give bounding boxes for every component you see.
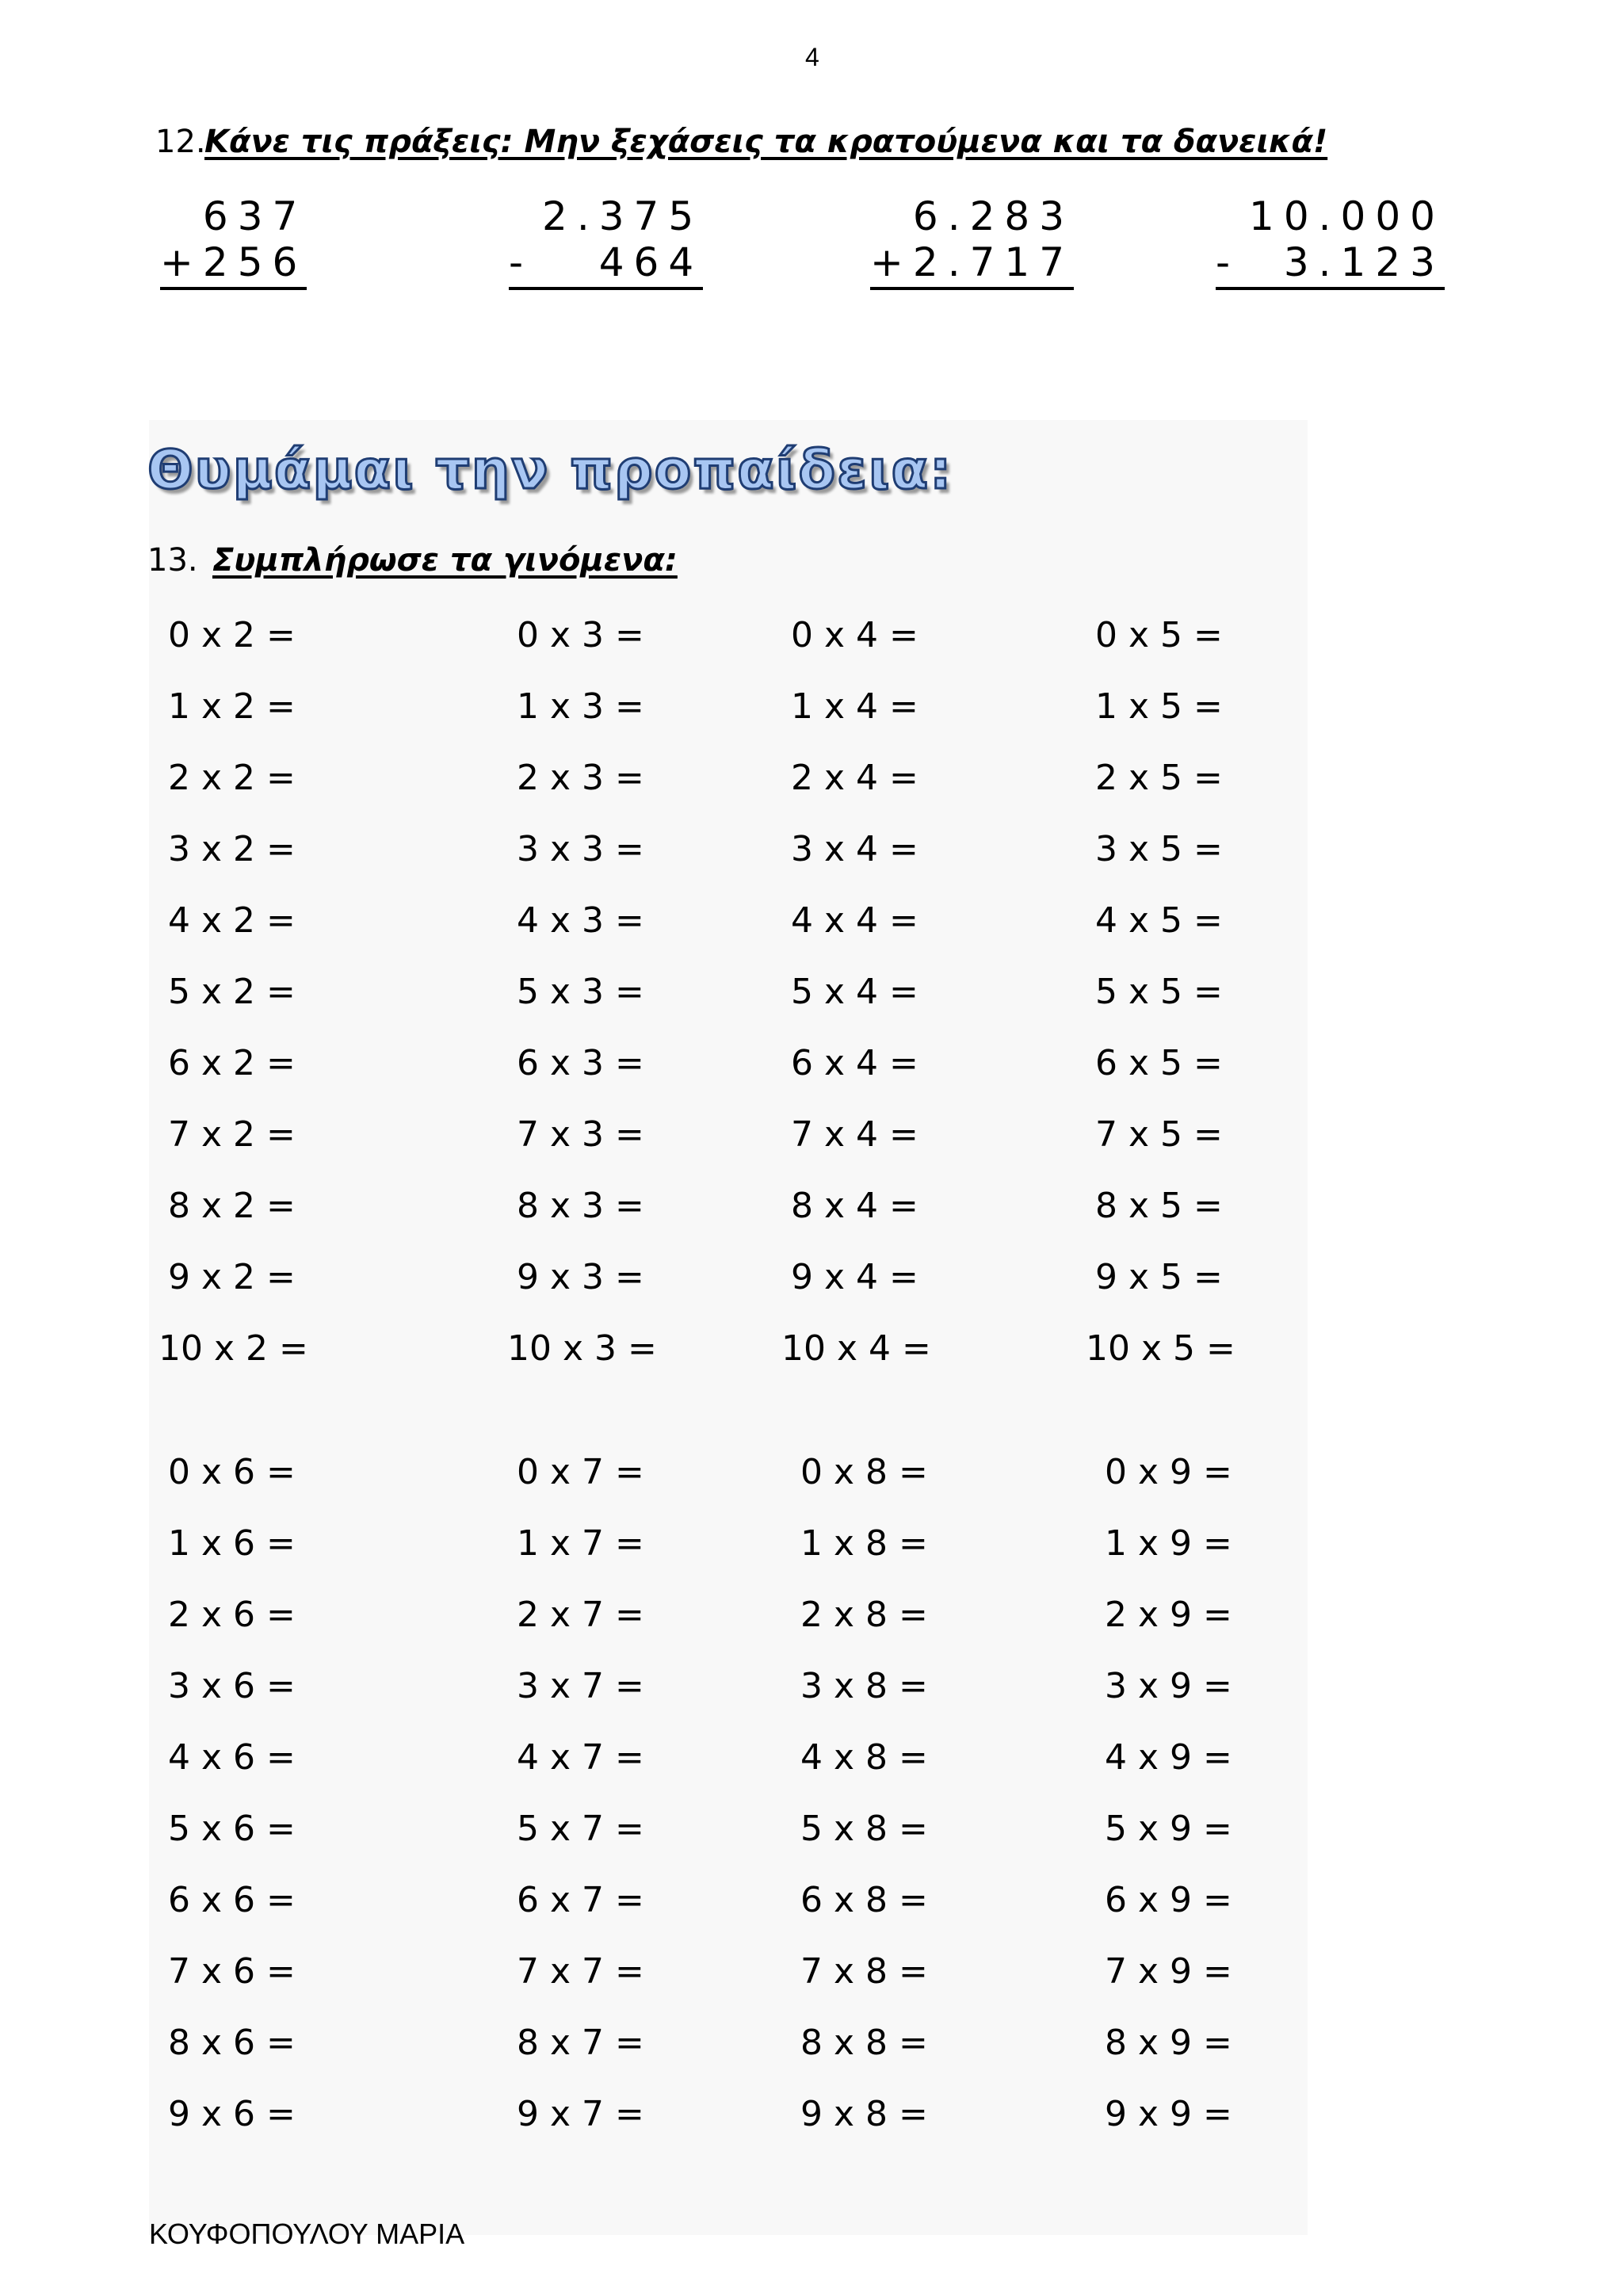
multiplication-fact: 2 x 3 = xyxy=(517,758,644,798)
operand-bottom: - 464 xyxy=(509,239,703,290)
multiplication-fact: 4 x 9 = xyxy=(1105,1737,1232,1778)
multiplication-fact: 5 x 4 = xyxy=(791,972,918,1012)
multiplication-fact: 0 x 7 = xyxy=(517,1452,644,1492)
multiplication-fact: 6 x 8 = xyxy=(800,1880,928,1920)
multiplication-fact: 5 x 8 = xyxy=(800,1809,928,1849)
multiplication-fact: 3 x 3 = xyxy=(517,829,644,869)
multiplication-fact: 4 x 3 = xyxy=(517,900,644,941)
multiplication-fact: 10 x 4 = xyxy=(781,1328,931,1369)
exercise-13-number: 13. xyxy=(147,542,198,579)
section-title: Θυμάμαι την προπαίδεια: xyxy=(147,439,953,502)
operand-top: 6.283 xyxy=(912,193,1075,239)
multiplication-fact: 4 x 6 = xyxy=(168,1737,296,1778)
subtraction-problem-1 xyxy=(509,193,703,290)
multiplication-fact: 0 x 8 = xyxy=(800,1452,928,1492)
exercise-13-instruction: Συμπλήρωσε τα γινόμενα: xyxy=(212,542,678,579)
multiplication-fact: 1 x 9 = xyxy=(1105,1523,1232,1564)
subtraction-problem-2 xyxy=(1216,193,1445,290)
multiplication-fact: 9 x 8 = xyxy=(800,2094,928,2134)
multiplication-fact: 8 x 7 = xyxy=(517,2023,644,2063)
multiplication-fact: 8 x 4 = xyxy=(791,1186,918,1226)
multiplication-fact: 3 x 9 = xyxy=(1105,1666,1232,1706)
multiplication-fact: 2 x 4 = xyxy=(791,758,918,798)
exercise-12-number: 12. xyxy=(155,124,206,160)
operand-bottom: +2.717 xyxy=(870,239,1074,290)
multiplication-fact: 2 x 9 = xyxy=(1105,1595,1232,1635)
multiplication-fact: 4 x 5 = xyxy=(1095,900,1223,941)
multiplication-fact: 2 x 7 = xyxy=(517,1595,644,1635)
multiplication-fact: 5 x 9 = xyxy=(1105,1809,1232,1849)
multiplication-fact: 8 x 5 = xyxy=(1095,1186,1223,1226)
multiplication-fact: 1 x 7 = xyxy=(517,1523,644,1564)
multiplication-fact: 6 x 2 = xyxy=(168,1043,296,1083)
multiplication-fact: 0 x 5 = xyxy=(1095,615,1223,655)
multiplication-fact: 6 x 6 = xyxy=(168,1880,296,1920)
multiplication-fact: 7 x 8 = xyxy=(800,1951,928,1992)
multiplication-fact: 3 x 4 = xyxy=(791,829,918,869)
multiplication-fact: 5 x 7 = xyxy=(517,1809,644,1849)
multiplication-fact: 8 x 2 = xyxy=(168,1186,296,1226)
multiplication-fact: 7 x 2 = xyxy=(168,1114,296,1155)
multiplication-fact: 9 x 7 = xyxy=(517,2094,644,2134)
multiplication-fact: 0 x 2 = xyxy=(168,615,296,655)
multiplication-fact: 5 x 5 = xyxy=(1095,972,1223,1012)
multiplication-fact: 1 x 8 = xyxy=(800,1523,928,1564)
multiplication-fact: 4 x 4 = xyxy=(791,900,918,941)
multiplication-fact: 0 x 9 = xyxy=(1105,1452,1232,1492)
multiplication-fact: 6 x 5 = xyxy=(1095,1043,1223,1083)
author-footer: ΚΟΥΦΟΠΟΥΛΟΥ ΜΑΡΙΑ xyxy=(149,2218,465,2250)
multiplication-fact: 4 x 7 = xyxy=(517,1737,644,1778)
multiplication-fact: 9 x 4 = xyxy=(791,1257,918,1297)
multiplication-fact: 5 x 2 = xyxy=(168,972,296,1012)
multiplication-fact: 8 x 9 = xyxy=(1105,2023,1232,2063)
multiplication-fact: 7 x 5 = xyxy=(1095,1114,1223,1155)
multiplication-fact: 3 x 6 = xyxy=(168,1666,296,1706)
multiplication-fact: 0 x 6 = xyxy=(168,1452,296,1492)
multiplication-fact: 3 x 5 = xyxy=(1095,829,1223,869)
multiplication-fact: 2 x 5 = xyxy=(1095,758,1223,798)
multiplication-fact: 7 x 3 = xyxy=(517,1114,644,1155)
multiplication-fact: 10 x 5 = xyxy=(1086,1328,1235,1369)
multiplication-fact: 3 x 2 = xyxy=(168,829,296,869)
multiplication-fact: 10 x 2 = xyxy=(158,1328,308,1369)
operand-bottom: - 3.123 xyxy=(1216,239,1445,290)
multiplication-fact: 1 x 5 = xyxy=(1095,686,1223,727)
multiplication-fact: 1 x 6 = xyxy=(168,1523,296,1564)
multiplication-fact: 1 x 3 = xyxy=(517,686,644,727)
multiplication-fact: 6 x 7 = xyxy=(517,1880,644,1920)
multiplication-fact: 7 x 6 = xyxy=(168,1951,296,1992)
multiplication-fact: 7 x 7 = xyxy=(517,1951,644,1992)
multiplication-fact: 2 x 6 = xyxy=(168,1595,296,1635)
multiplication-fact: 3 x 8 = xyxy=(800,1666,928,1706)
page-number: 4 xyxy=(805,43,819,71)
multiplication-fact: 8 x 3 = xyxy=(517,1186,644,1226)
multiplication-fact: 0 x 4 = xyxy=(791,615,918,655)
multiplication-fact: 8 x 8 = xyxy=(800,2023,928,2063)
operand-top: 10.000 xyxy=(1249,193,1445,239)
multiplication-fact: 9 x 9 = xyxy=(1105,2094,1232,2134)
multiplication-fact: 1 x 4 = xyxy=(791,686,918,727)
multiplication-fact: 9 x 2 = xyxy=(168,1257,296,1297)
operand-bottom: +256 xyxy=(160,239,307,290)
multiplication-fact: 4 x 8 = xyxy=(800,1737,928,1778)
operand-top: 637 xyxy=(202,193,307,239)
multiplication-fact: 6 x 3 = xyxy=(517,1043,644,1083)
addition-problem-2 xyxy=(870,193,1074,290)
multiplication-fact: 6 x 4 = xyxy=(791,1043,918,1083)
operand-top: 2.375 xyxy=(542,193,704,239)
multiplication-fact: 4 x 2 = xyxy=(168,900,296,941)
multiplication-fact: 5 x 3 = xyxy=(517,972,644,1012)
multiplication-fact: 10 x 3 = xyxy=(507,1328,657,1369)
multiplication-fact: 9 x 3 = xyxy=(517,1257,644,1297)
multiplication-fact: 9 x 5 = xyxy=(1095,1257,1223,1297)
multiplication-fact: 1 x 2 = xyxy=(168,686,296,727)
multiplication-fact: 9 x 6 = xyxy=(168,2094,296,2134)
addition-problem-1 xyxy=(160,193,307,290)
multiplication-fact: 2 x 8 = xyxy=(800,1595,928,1635)
multiplication-fact: 3 x 7 = xyxy=(517,1666,644,1706)
multiplication-fact: 2 x 2 = xyxy=(168,758,296,798)
multiplication-fact: 6 x 9 = xyxy=(1105,1880,1232,1920)
multiplication-fact: 5 x 6 = xyxy=(168,1809,296,1849)
exercise-12-instruction: Κάνε τις πράξεις: Μην ξεχάσεις τα κρατούμενα και τα δανεικά! xyxy=(204,124,1328,160)
multiplication-fact: 7 x 4 = xyxy=(791,1114,918,1155)
multiplication-fact: 0 x 3 = xyxy=(517,615,644,655)
multiplication-fact: 8 x 6 = xyxy=(168,2023,296,2063)
multiplication-fact: 7 x 9 = xyxy=(1105,1951,1232,1992)
